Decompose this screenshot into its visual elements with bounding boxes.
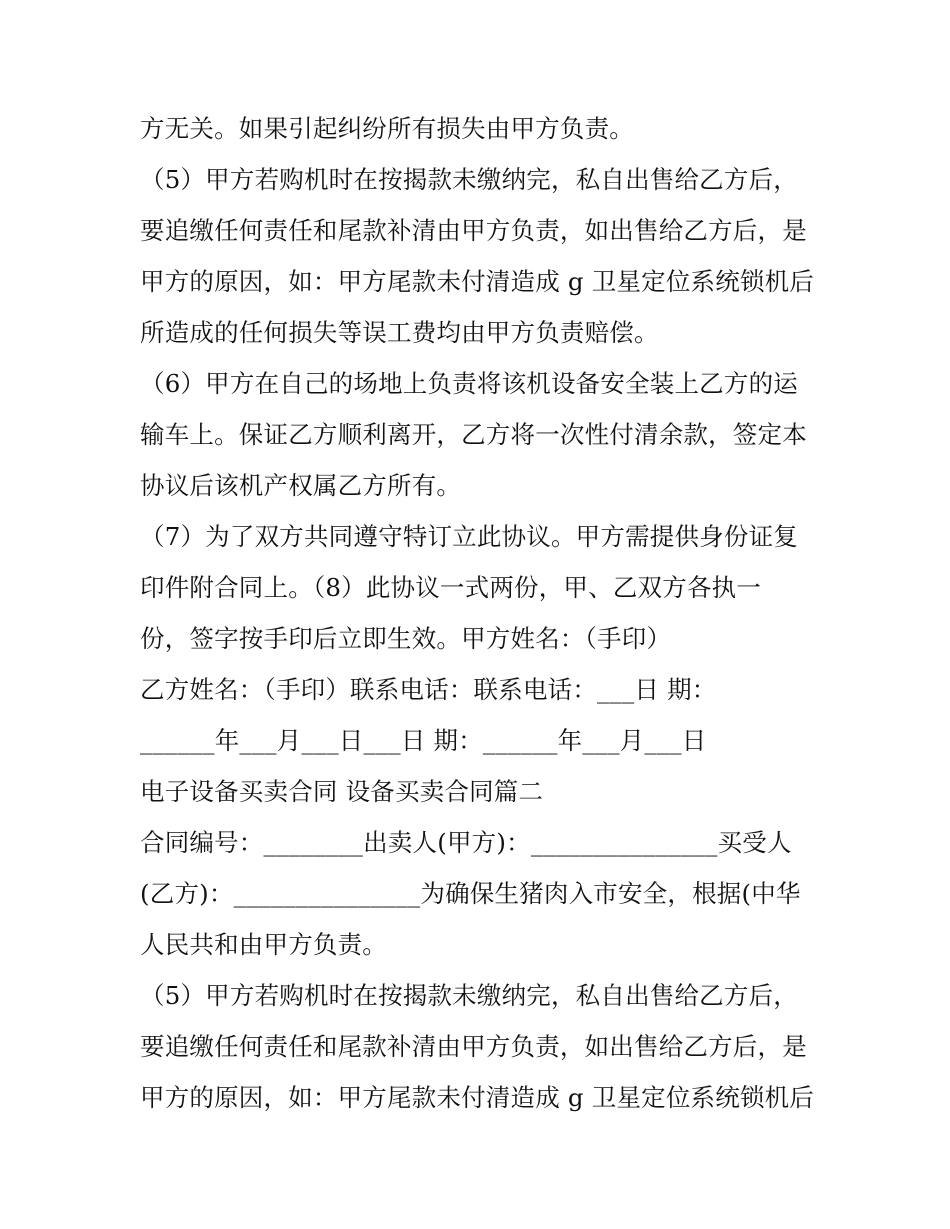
text-line: 要追缴任何责任和尾款补清由甲方负责，如出售给乙方后，是 bbox=[140, 216, 807, 245]
text-line: 乙方姓名：（手印）联系电话：联系电话：___日 期： bbox=[140, 675, 717, 704]
text-line: (乙方)：_______________为确保生猪肉入市安全，根据(中华 bbox=[140, 879, 801, 908]
text-line: 要追缴任何责任和尾款补清由甲方负责，如出售给乙方后，是 bbox=[140, 1032, 807, 1061]
text-line: 协议后该机产权属乙方所有。 bbox=[140, 471, 462, 500]
text-line: 甲方的原因，如：甲方尾款未付清造成 g 卫星定位系统锁机后 bbox=[140, 267, 815, 296]
text-line: 输车上。保证乙方顺利离开，乙方将一次性付清余款，签定本 bbox=[140, 420, 807, 449]
text-line: 人民共和由甲方负责。 bbox=[140, 930, 387, 959]
text-line: 合同编号：________出卖人(甲方)：_______________买受人 bbox=[140, 828, 792, 857]
text-line: （6）甲方在自己的场地上负责将该机设备安全装上乙方的运 bbox=[140, 369, 798, 398]
text-line: （5）甲方若购机时在按揭款未缴纳完，私自出售给乙方后， bbox=[140, 981, 798, 1010]
text-line: 方无关。如果引起纠纷所有损失由甲方负责。 bbox=[140, 114, 634, 143]
text-line: 印件附合同上。（8）此协议一式两份，甲、乙双方各执一 bbox=[140, 573, 762, 602]
text-line: 甲方的原因，如：甲方尾款未付清造成 g 卫星定位系统锁机后 bbox=[140, 1083, 815, 1112]
text-line: 份，签字按手印后立即生效。甲方姓名：（手印） bbox=[140, 624, 672, 653]
section-heading: 电子设备买卖合同 设备买卖合同篇二 bbox=[140, 777, 544, 806]
text-line: 所造成的任何损失等误工费均由甲方负责赔偿。 bbox=[140, 318, 659, 347]
text-line: ______年___月___日___日 期：______年___月___日 bbox=[140, 726, 707, 755]
text-line: （5）甲方若购机时在按揭款未缴纳完，私自出售给乙方后， bbox=[140, 165, 798, 194]
text-line: （7）为了双方共同遵守特订立此协议。甲方需提供身份证复 bbox=[140, 522, 798, 551]
